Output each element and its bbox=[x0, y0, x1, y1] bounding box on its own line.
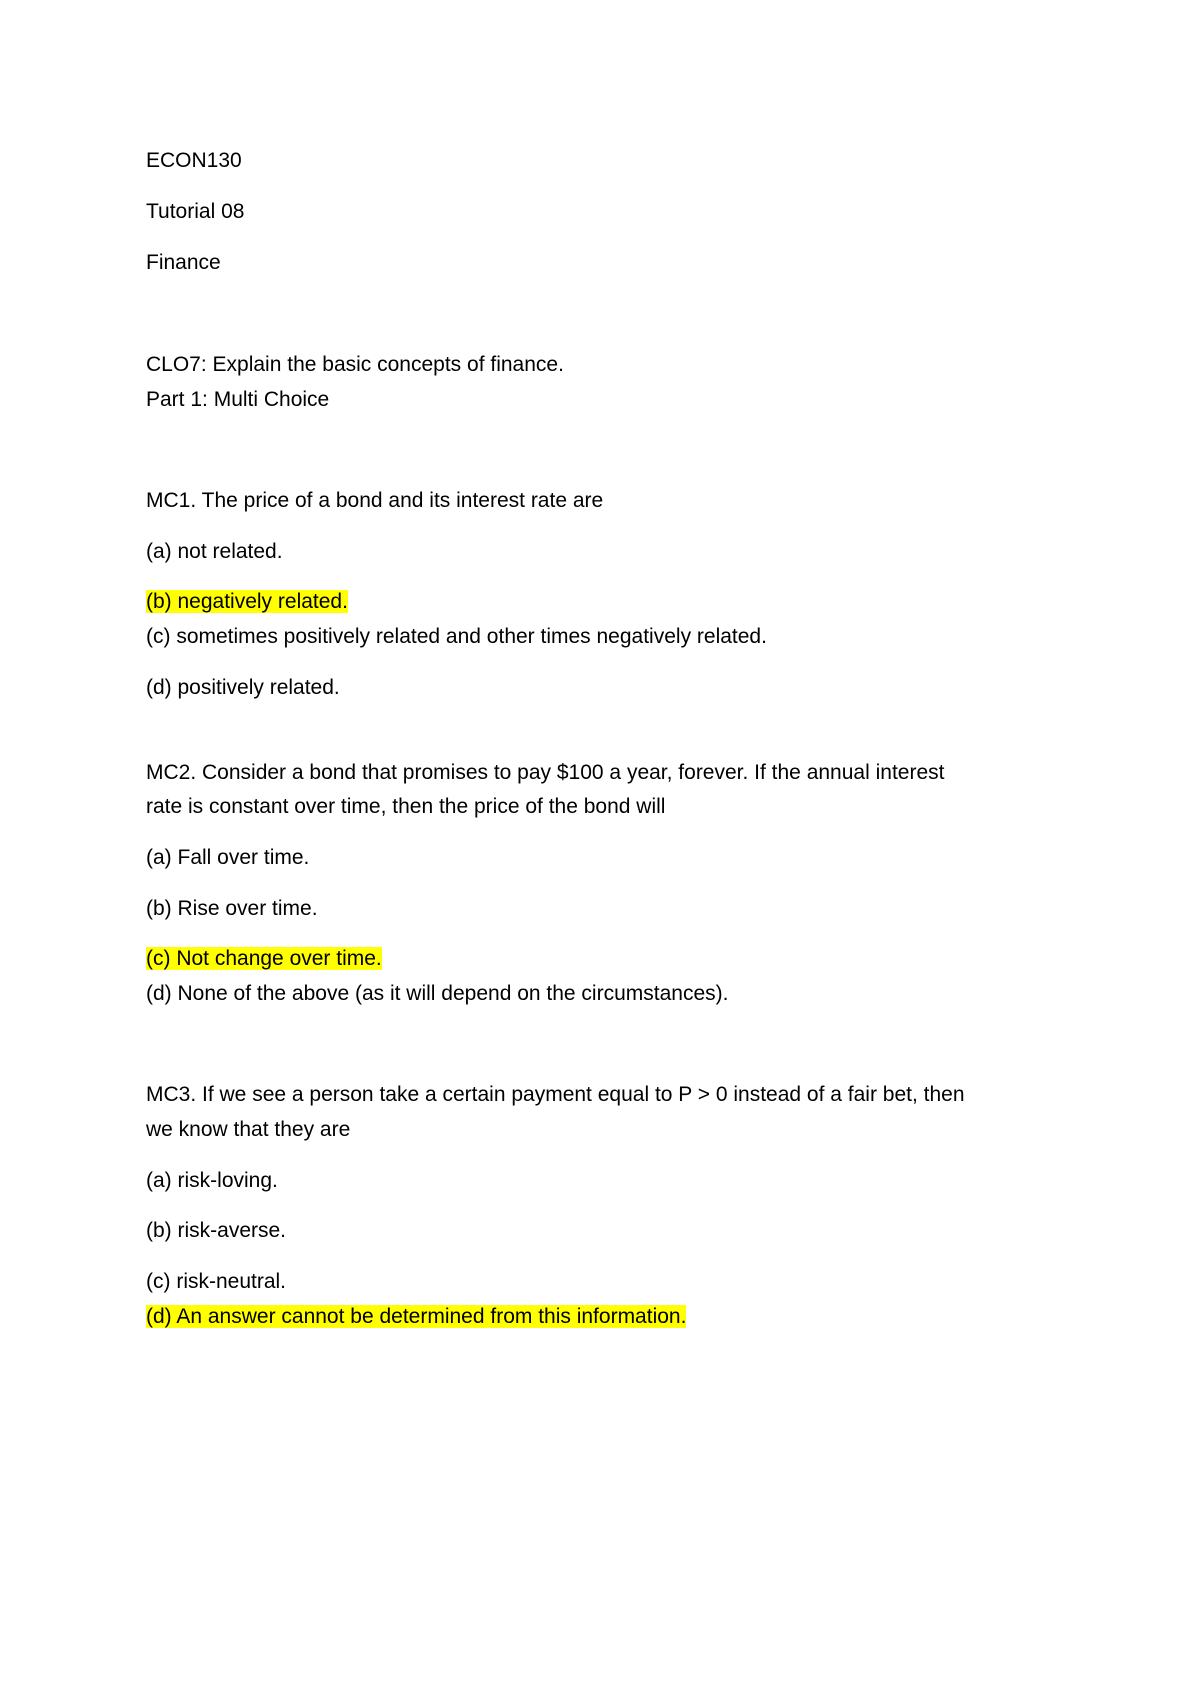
question-stem-continued: rate is constant over time, then the price of the bond will bbox=[146, 795, 666, 818]
tutorial-number: Tutorial 08 bbox=[146, 200, 245, 223]
answer-option: (c) risk-neutral. bbox=[146, 1270, 287, 1293]
answer-option: (a) risk-loving. bbox=[146, 1169, 278, 1192]
answer-option: (b) Rise over time. bbox=[146, 897, 318, 920]
course-code: ECON130 bbox=[146, 149, 242, 172]
question-stem-continued: we know that they are bbox=[146, 1118, 351, 1141]
highlighted-answer: (d) An answer cannot be determined from this information. bbox=[146, 1305, 687, 1328]
answer-option-correct bbox=[146, 1300, 686, 1334]
answer-option-correct bbox=[146, 585, 348, 619]
answer-option: (d) positively related. bbox=[146, 676, 340, 699]
learning-objective: CLO7: Explain the basic concepts of finance. bbox=[146, 353, 564, 376]
answer-option-correct bbox=[146, 942, 382, 976]
question-stem: MC2. Consider a bond that promises to pay $100 a year, forever. If the annual interest bbox=[146, 761, 945, 784]
highlighted-answer: (b) negatively related. bbox=[146, 590, 348, 613]
question-stem: MC1. The price of a bond and its interest rate are bbox=[146, 489, 604, 512]
question-stem: MC3. If we see a person take a certain payment equal to P > 0 instead of a fair bet, then bbox=[146, 1083, 965, 1106]
answer-option: (c) sometimes positively related and other times negatively related. bbox=[146, 625, 767, 648]
answer-option: (d) None of the above (as it will depend on the circumstances). bbox=[146, 982, 729, 1005]
answer-option: (a) Fall over time. bbox=[146, 846, 310, 869]
topic-title: Finance bbox=[146, 251, 221, 274]
answer-option: (b) risk-averse. bbox=[146, 1219, 287, 1242]
highlighted-answer: (c) Not change over time. bbox=[146, 947, 382, 970]
answer-option: (a) not related. bbox=[146, 540, 283, 563]
part-title: Part 1: Multi Choice bbox=[146, 388, 330, 411]
